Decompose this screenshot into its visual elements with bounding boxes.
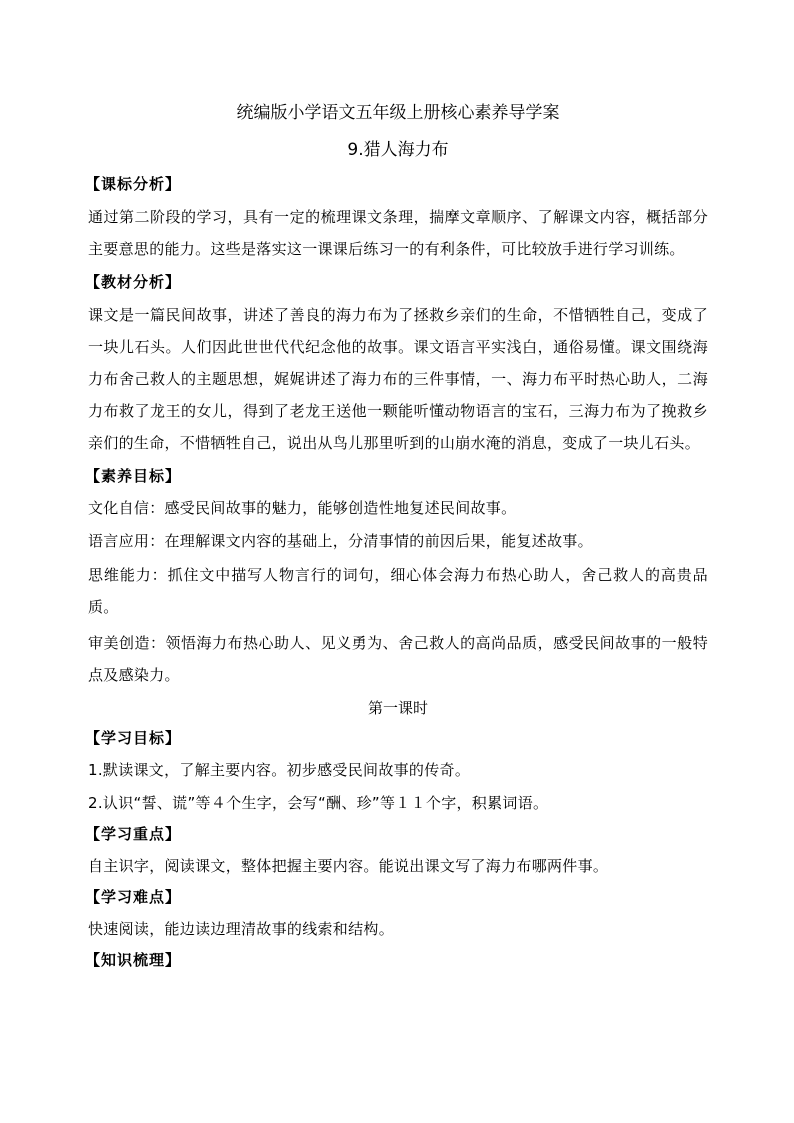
section-heading-knowledge: 【知识梳理】 [85, 951, 182, 969]
curriculum-text: 通过第二阶段的学习，具有一定的梳理课文条理，揣摩文章顺序、了解课文内容，概括部分主要意思的能力。这些是落实这一课课后练习一的有利条件，可比较放手进行学习训练。 [88, 208, 708, 258]
document-title: 统编版小学语文五年级上册核心素养导学案 [236, 103, 560, 123]
learning-goal-item: 1.默读课文，了解主要内容。初步感受民间故事的传奇。 [88, 761, 471, 779]
section-heading-textbook: 【教材分析】 [85, 273, 182, 291]
literacy-goal-item: 语言应用：在理解课文内容的基础上，分清事情的前因后果，能复述故事。 [88, 532, 593, 550]
literacy-goal-item: 思维能力：抓住文中描写人物言行的词句，细心体会海力布热心助人，舍己救人的高贵品质。 [88, 566, 708, 616]
document-page [85, 100, 708, 977]
section-heading-key-points: 【学习重点】 [85, 825, 182, 843]
lesson-title: 9.猎人海力布 [347, 140, 449, 160]
literacy-goal-item: 文化自信：感受民间故事的魅力，能够创造性地复述民间故事。 [88, 499, 517, 517]
section-heading-difficulties: 【学习难点】 [85, 888, 182, 906]
section-heading-literacy-goals: 【素养目标】 [85, 467, 182, 485]
learning-goal-item: 2.认识“誓、谎”等４个生字，会写“酬、珍”等１１个字，积累词语。 [88, 794, 549, 812]
period-label: 第一课时 [367, 699, 428, 717]
difficulties-text: 快速阅读，能边读边理清故事的线索和结构。 [88, 920, 395, 938]
section-heading-curriculum: 【课标分析】 [85, 175, 182, 193]
textbook-text: 课文是一篇民间故事，讲述了善良的海力布为了拯救乡亲们的生命，不惜牺牲自己，变成了一块儿石头。人们因此世世代代纪念他的故事。课文语言平实浅白，通俗易懂。课文围绕海力布舍己救人的主题思想，娓娓讲述了海力布的三件事情，一、海力布平时热心助人，二海力布救了龙王的女儿，得到了老龙王送他一颗能听懂动物语言的宝石，三海力布为了挽救乡亲们的生命，不惜牺牲自己，说出从鸟儿那里听到的山崩水淹的消息，变成了一块儿石头。 [88, 306, 708, 452]
literacy-goal-item: 审美创造：领悟海力布热心助人、见义勇为、舍己救人的高尚品质，感受民间故事的一般特点及感染力。 [88, 634, 708, 684]
key-points-text: 自主识字，阅读课文，整体把握主要内容。能说出课文写了海力布哪两件事。 [88, 857, 609, 875]
section-heading-learning-goals: 【学习目标】 [85, 729, 182, 747]
